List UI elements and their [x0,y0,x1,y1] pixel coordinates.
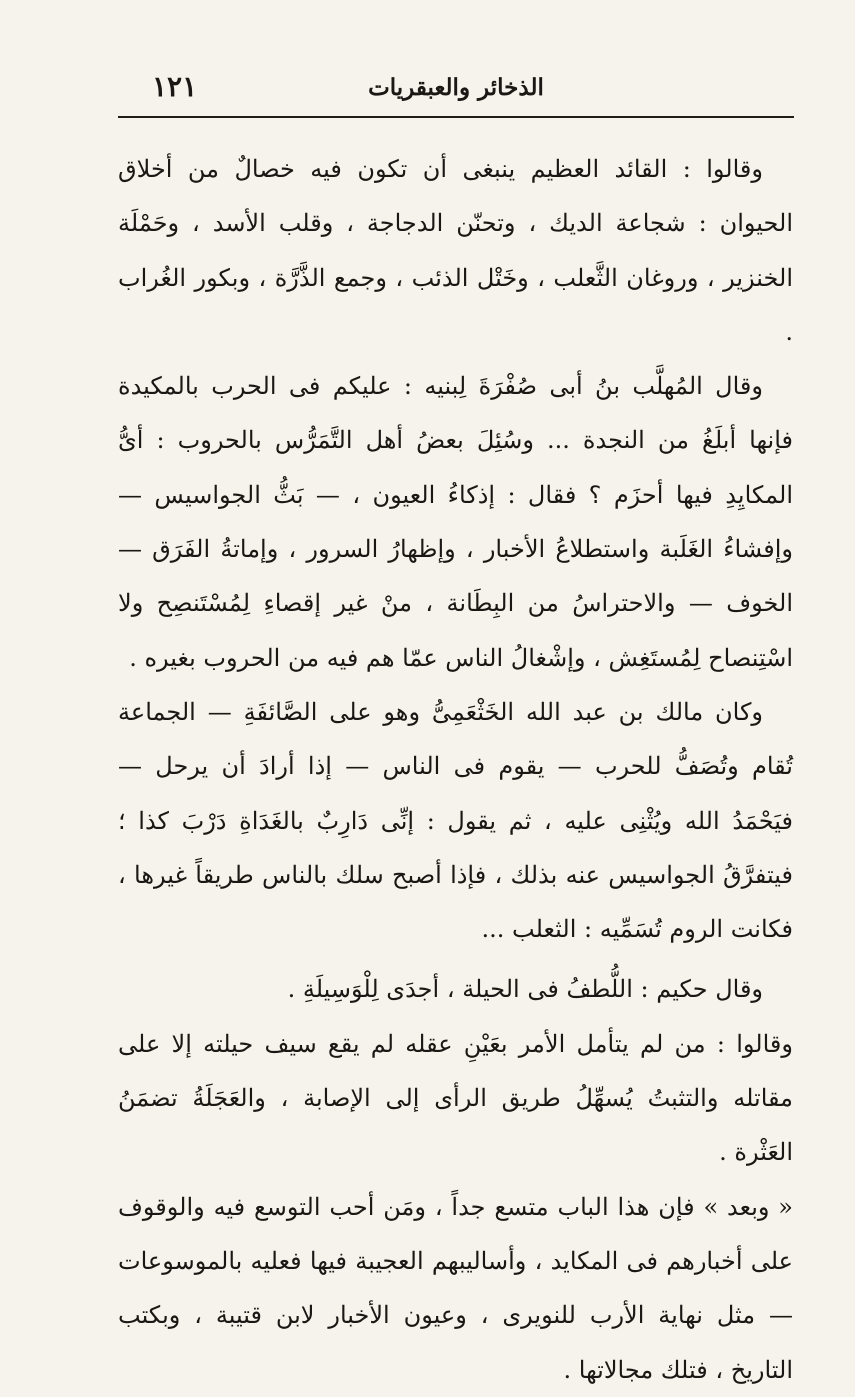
paragraph-animal-traits: وقالوا : القائد العظيم ينبغى أن تكون فيه خصالٌ من أخلاق الحيوان : شجاعة الديك ، وتحنّن الدجاجة ، وقلب الأسد ، وحَمْلَة الخنزير ، وروغان الثَّعلب ، وخَتْل الذئب ، وجمع الذَّرَّة ، وبكور الغُراب . [118,155,794,346]
paragraph-contemplation: وقالوا : من لم يتأمل الأمر بعَيْنِ عقله لم يقع سيف حيلته إلا على مقاتله والتثبتُ يُسهِّلُ طريق الرأى إلى الإصابة ، والعَجَلَةُ تضمَنُ العَثْرة . [118,1029,793,1167]
page-body [118,142,793,1397]
paragraph-wise-saying: وقال حكيم : اللُّطفُ فى الحيلة ، أجدَى لِلْوَسِيلَةِ . [287,975,763,1004]
paragraph-malik: وكان مالك بن عبد الله الخَثْعَمِىُّ وهو على الصَّائفَةِ — الجماعة تُقام وتُصَفُّ للحرب — يقوم فى الناس — إذا أرادَ أن يرحل — فيَحْمَدُ الله ويُثْنِى عليه ، ثم يقول : إنِّى دَارِبٌ بالغَدَاةِ دَرْبَ كذا ؛ فيتفرَّقُ الجواسيس عنه بذلك ، فإذا أصبح سلك بالناس طريقاً غيرها ، فكانت الروم تُسَمِّيه : الثعلب ... [118,697,793,944]
running-title: الذخائر والعبقريات [368,74,544,101]
page-number: ١٢١ [152,70,198,103]
header-rule [118,116,794,118]
paragraph-muhallab: وقال المُهلَّب بنُ أبى صُفْرَةَ لِبنيه : عليكم فى الحرب بالمكيدة فإنها أبلَغُ من النجدة ... وسُئِلَ بعضُ أهل التَّمَرُّس بالحروب : أىُّ المكايِدِ فيها أحزَم ؟ فقال : إذكاءُ العيون ، — بَثُّ الجواسيس — وإفشاءُ الغَلَبة واستطلاعُ الأخبار ، وإظهارُ السرور ، وإماتةُ الفَرَق — الخوف — والاحتراسُ من البِطَانة ، منْ غير إقصاءِ لِمُسْتَنصِح ولا اسْتِنصاح لِمُستَغِش ، وإشْغالُ الناس عمّا هم فيه من الحروب بغيره . [118,372,793,672]
paragraph-conclusion: « وبعد » فإن هذا الباب متسع جداً ، ومَن أحب التوسع فيه والوقوف على أخبارهم فى المكايد ، وأساليبهم العجيبة فيها فعليه بالموسوعات — مثل نهاية الأرب للنويرى ، وعيون الأخبار لابن قتيبة ، وبكتب التاريخ ، فتلك مجالاتها . [118,1192,793,1384]
running-header [118,62,794,118]
